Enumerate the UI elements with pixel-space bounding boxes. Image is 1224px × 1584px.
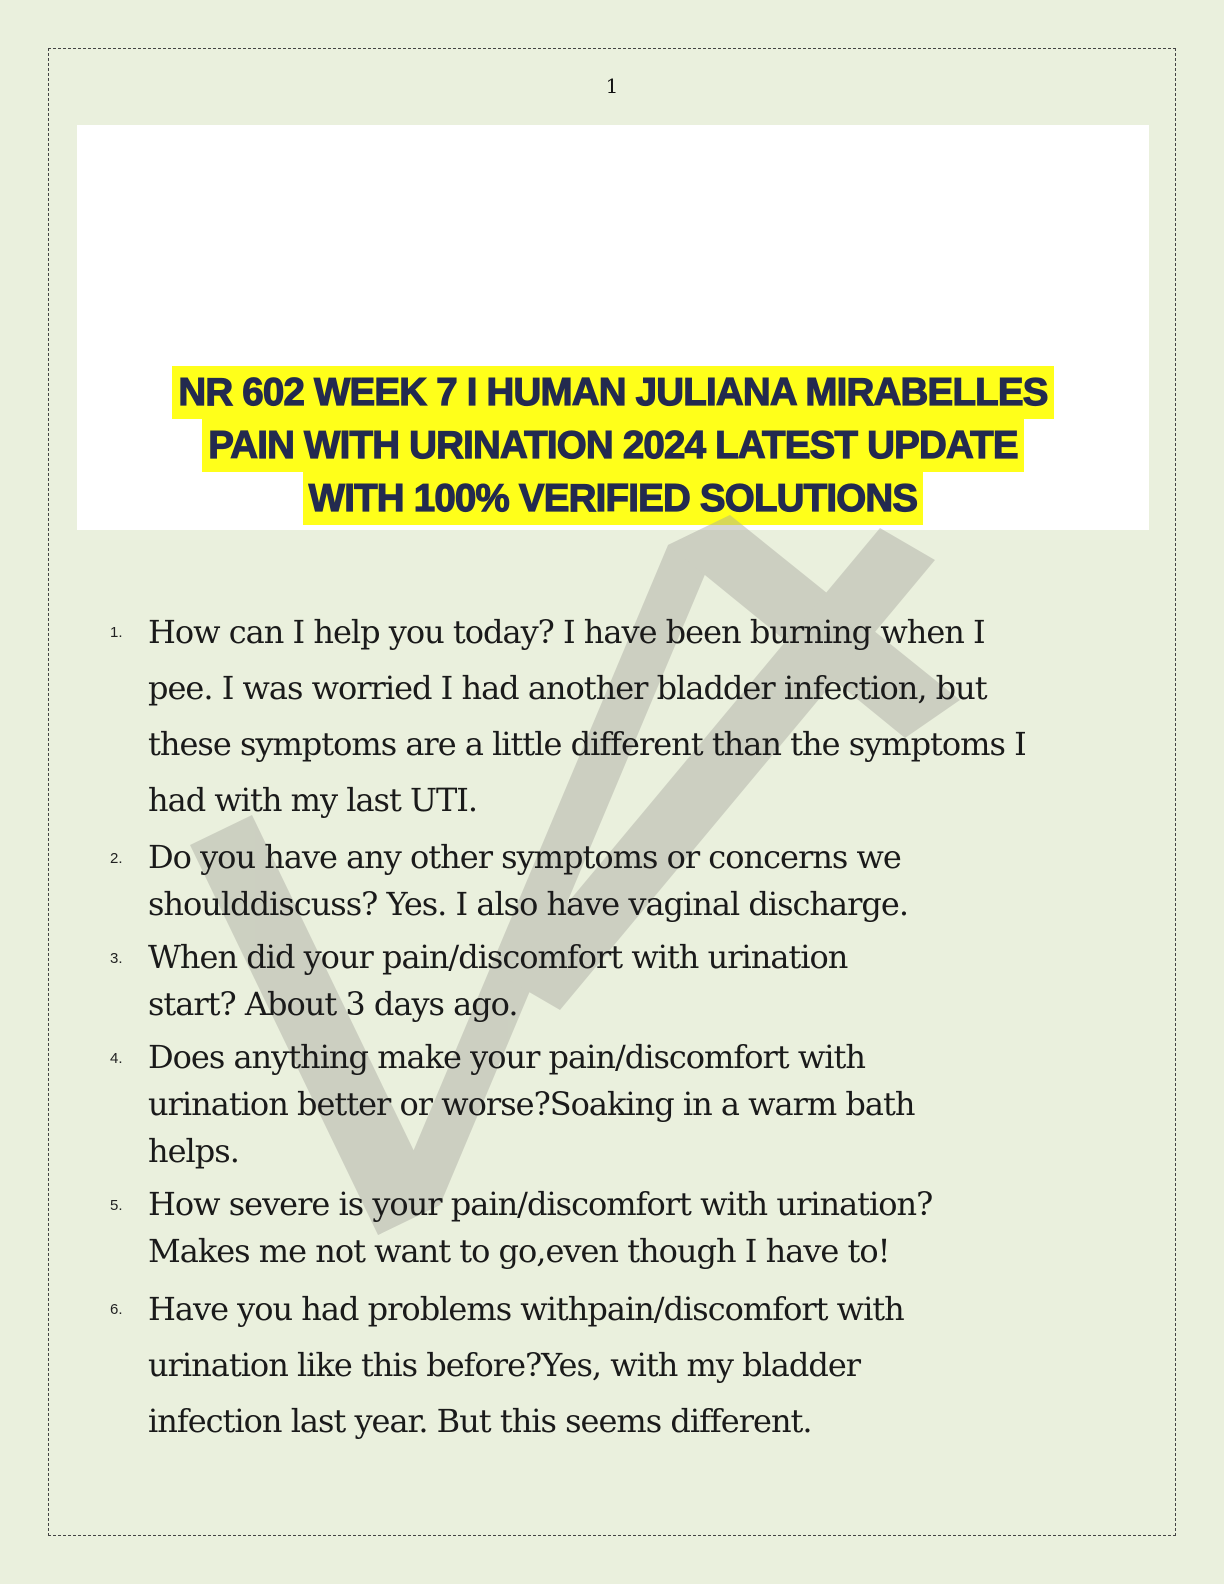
item-text-line: pee. I was worried I had another bladder infection, but (148, 669, 987, 707)
item-number: 2. (110, 850, 123, 867)
document-title (77, 366, 1149, 525)
item-text-line: How can I help you today? I have been burning when I (148, 613, 985, 651)
title-line-2: PAIN WITH URINATION 2024 LATEST UPDATE (202, 419, 1024, 472)
item-text-line: these symptoms are a little different than the symptoms I (148, 725, 1026, 763)
question-list (100, 604, 1100, 1449)
item-number: 6. (110, 1301, 123, 1318)
list-item (100, 1034, 1100, 1175)
list-item (100, 1181, 1100, 1275)
list-item (100, 1281, 1100, 1449)
item-text-line: infection last year. But this seems different. (148, 1402, 812, 1440)
item-number: 4. (110, 1050, 123, 1067)
item-text-line: had with my last UTI. (148, 781, 478, 819)
item-number: 5. (110, 1197, 123, 1214)
item-text-line: When did your pain/discomfort with urination (148, 938, 848, 976)
title-line-3: WITH 100% VERIFIED SOLUTIONS (303, 472, 924, 525)
item-number: 3. (110, 950, 123, 967)
item-text-line: How severe is your pain/discomfort with urination? (148, 1185, 933, 1223)
item-text-line: Does anything make your pain/discomfort with (148, 1038, 865, 1076)
list-item (100, 834, 1100, 928)
item-text-line: Do you have any other symptoms or concerns we (148, 838, 901, 876)
item-text-line: Makes me not want to go,even though I have to! (148, 1232, 890, 1270)
page-number: 1 (605, 74, 619, 98)
item-text-line: shoulddiscuss? Yes. I also have vaginal discharge. (148, 885, 908, 923)
item-text-line: start? About 3 days ago. (148, 985, 518, 1023)
item-number: 1. (110, 624, 123, 641)
item-text-line: Have you had problems withpain/discomfort with (148, 1290, 904, 1328)
list-item (100, 604, 1100, 828)
item-text-line: urination better or worse?Soaking in a warm bath (148, 1085, 915, 1123)
list-item (100, 934, 1100, 1028)
item-text-line: helps. (148, 1132, 239, 1170)
item-text-line: urination like this before?Yes, with my bladder (148, 1346, 861, 1384)
title-line-1: NR 602 WEEK 7 I HUMAN JULIANA MIRABELLES (172, 366, 1053, 419)
